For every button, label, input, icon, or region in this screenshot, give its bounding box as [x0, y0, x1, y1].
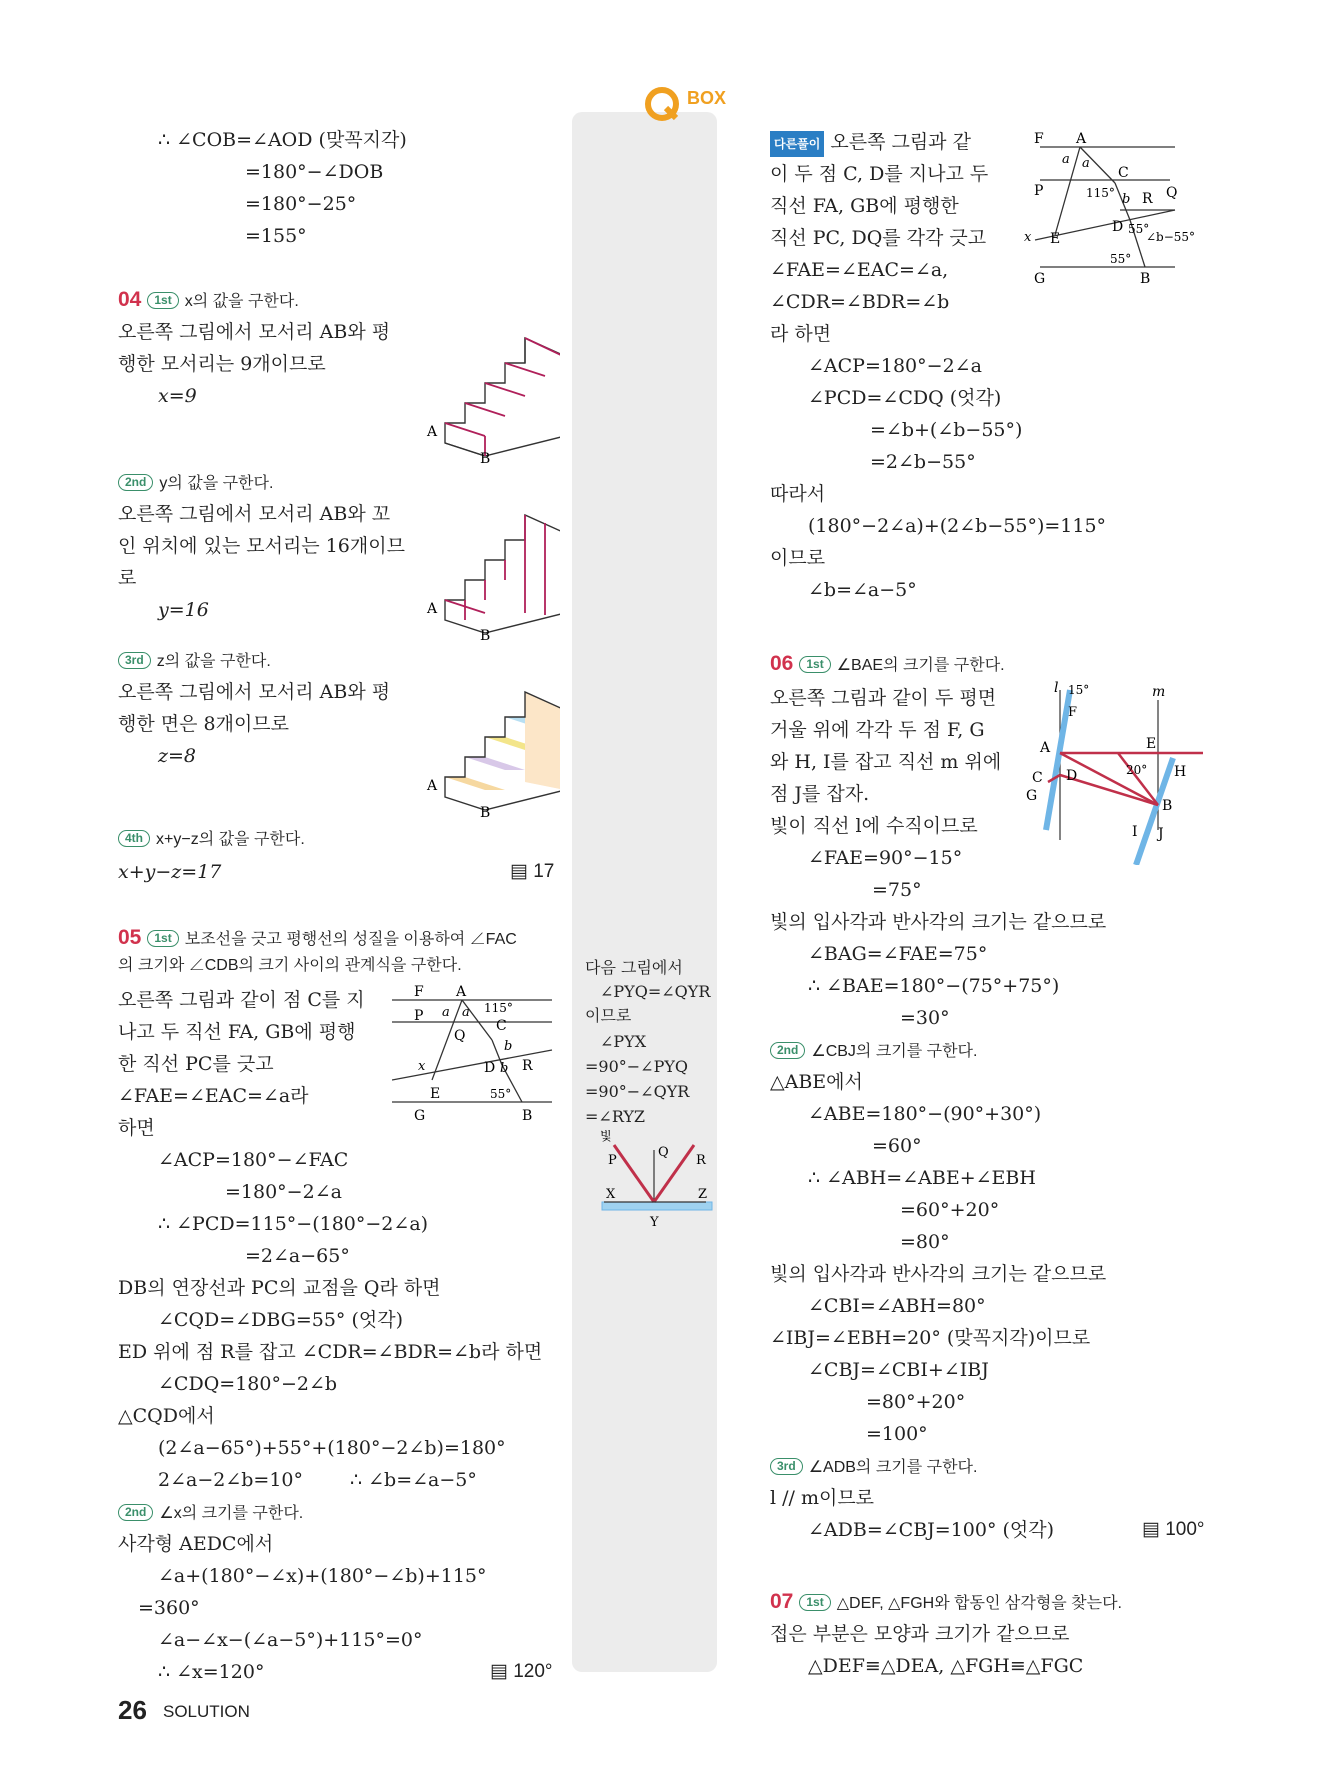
- text-line: l // m이므로: [770, 1487, 875, 1509]
- text-line: ∠BAG=∠FAE=75°: [808, 943, 988, 965]
- angle-label: a: [1082, 156, 1090, 171]
- text-line: =2∠a−65°: [245, 1245, 350, 1267]
- step-heading: △DEF, △FGH와 합동인 삼각형을 찾는다.: [836, 1595, 1123, 1612]
- point-label: A: [427, 778, 438, 794]
- step-badge: 1st: [799, 1594, 830, 1611]
- step-badge: 3rd: [770, 1458, 803, 1475]
- text-line: =80°: [900, 1231, 950, 1253]
- text-line: 오른쪽 그림에서 모서리 AB와 평: [118, 321, 391, 343]
- text-line: =180°−2∠a: [225, 1181, 342, 1203]
- text-line: ∠CBI=∠ABH=80°: [808, 1295, 986, 1317]
- text-line: =180°−∠DOB: [245, 161, 384, 183]
- text-line: 거울 위에 각각 두 점 F, G: [770, 719, 985, 741]
- point-label: Q: [454, 1028, 466, 1044]
- text-line: =∠b+(∠b−55°): [870, 419, 1023, 441]
- text-line: =2∠b−55°: [870, 451, 976, 473]
- step-badge: 3rd: [118, 652, 151, 669]
- text-line: ∠PYQ=∠QYR: [600, 982, 711, 1001]
- text-line: ED 위에 점 R를 잡고 ∠CDR=∠BDR=∠b라 하면: [118, 1341, 543, 1363]
- text-line: 와 H, I를 잡고 직선 m 위에: [770, 751, 1002, 773]
- angle-label: a: [442, 1005, 450, 1020]
- step-heading: 의 크기와 ∠CDB의 크기 사이의 관계식을 구한다.: [118, 957, 462, 974]
- text-line: =90°−∠QYR: [585, 1082, 690, 1101]
- text-line: 인 위치에 있는 모서리는 16개이므: [118, 535, 405, 557]
- step-heading: z의 값을 구한다.: [156, 653, 271, 670]
- step-badge: 4th: [118, 830, 150, 847]
- angle-label: x: [1024, 230, 1032, 245]
- text-line: =∠RYZ: [585, 1107, 646, 1126]
- text-line: ∠IBJ=∠EBH=20° (맞꼭지각)이므로: [770, 1327, 1091, 1349]
- angle-label: ∠b−55°: [1146, 230, 1196, 244]
- step-heading: y의 값을 구한다.: [159, 475, 274, 492]
- line-label: m: [1152, 684, 1166, 700]
- page-section-label: SOLUTION: [163, 1702, 250, 1721]
- text-line: 사각형 AEDC에서: [118, 1533, 274, 1555]
- text-line: 오른쪽 그림에서 모서리 AB와 평: [118, 681, 391, 703]
- text-line: 직선 FA, GB에 평행한: [770, 195, 959, 217]
- text-line: ∠CQD=∠DBG=55° (엇각): [158, 1309, 404, 1331]
- point-label: B: [480, 628, 491, 640]
- point-label: B: [1162, 798, 1173, 814]
- q-logo-icon: [642, 84, 682, 124]
- text-line: 따라서: [770, 483, 826, 505]
- angle-label: 115°: [1086, 186, 1115, 200]
- text-line: ∠CDQ=180°−2∠b: [158, 1373, 338, 1395]
- point-label: C: [1118, 165, 1129, 181]
- result-line: x+y−z=17: [118, 861, 222, 883]
- text-line: ∴ ∠PCD=115°−(180°−2∠a): [158, 1213, 429, 1235]
- step-heading: x의 값을 구한다.: [184, 293, 299, 310]
- step-badge: 1st: [147, 292, 178, 309]
- text-line: ∠ABE=180°−(90°+30°): [808, 1103, 1042, 1125]
- point-label: H: [1174, 764, 1187, 780]
- text-line: =80°+20°: [866, 1391, 966, 1413]
- text-line: 나고 두 직선 FA, GB에 평행: [118, 1021, 356, 1043]
- text-line: 빛이 직선 l에 수직이므로: [770, 815, 978, 837]
- point-label: A: [456, 984, 467, 1000]
- step-header: [118, 826, 305, 852]
- text-line: 로: [118, 567, 137, 589]
- step-header: [770, 1454, 977, 1480]
- point-label: R: [696, 1153, 706, 1168]
- text-line: (180°−2∠a)+(2∠b−55°)=115°: [808, 515, 1107, 537]
- text-line: 빛의 입사각과 반사각의 크기는 같으므로: [770, 911, 1107, 933]
- text-line: 이므로: [770, 547, 826, 569]
- text-line: △CQD에서: [118, 1405, 215, 1427]
- text-line: 빛의 입사각과 반사각의 크기는 같으므로: [770, 1263, 1107, 1285]
- text-line: ∠FAE=∠EAC=∠a,: [770, 259, 949, 281]
- angle-label: 20°: [1126, 763, 1148, 777]
- mirror-figure: [1018, 680, 1208, 865]
- point-label: X: [606, 1187, 616, 1202]
- point-label: F: [414, 984, 424, 1000]
- text-line: ∠ACP=180°−∠FAC: [158, 1149, 349, 1171]
- answer-box: [1142, 1518, 1205, 1542]
- problem-number: 07: [770, 1590, 794, 1613]
- answer-value: 17: [533, 861, 555, 882]
- point-label: P: [608, 1153, 617, 1168]
- point-label: G: [1034, 271, 1046, 285]
- text-line: △ABE에서: [770, 1071, 863, 1093]
- text-line: ∠CBJ=∠CBI+∠IBJ: [808, 1359, 989, 1381]
- point-label: P: [414, 1008, 424, 1024]
- angle-label: a: [462, 1005, 470, 1020]
- line-label: l: [1054, 680, 1059, 696]
- text-line: ∠PYX: [600, 1032, 647, 1051]
- point-label: B: [522, 1108, 533, 1124]
- angle-label: 15°: [1068, 683, 1090, 697]
- text-line: 이므로: [585, 1006, 632, 1025]
- step-heading: x+y−z의 값을 구한다.: [156, 831, 305, 848]
- angle-label: 55°: [1110, 252, 1132, 266]
- text-line: =30°: [900, 1007, 950, 1029]
- point-label: A: [1040, 740, 1051, 756]
- text-line: =100°: [866, 1423, 928, 1445]
- text-line: ∠ACP=180°−2∠a: [808, 355, 982, 377]
- point-label: G: [414, 1108, 426, 1124]
- step-header: [770, 1038, 977, 1064]
- step-header: [118, 1500, 303, 1526]
- point-label: D: [1112, 219, 1124, 235]
- point-label: C: [1032, 770, 1043, 786]
- point-label: A: [1076, 131, 1087, 147]
- angle-label: b: [500, 1061, 509, 1076]
- text-line: 오른쪽 그림과 같이 점 C를 지: [118, 989, 365, 1011]
- text-line: ∴ ∠BAE=180°−(75°+75°): [808, 975, 1060, 997]
- text-line: 오른쪽 그림과 같이 두 평면: [770, 687, 997, 709]
- text-line: ∠a+(180°−∠x)+(180°−∠b)+115°: [158, 1565, 487, 1587]
- answer-value: 120°: [513, 1661, 553, 1682]
- page-number: 26: [118, 1695, 147, 1725]
- text-line: =60°+20°: [900, 1199, 1000, 1221]
- text-line: ∴ ∠x=120°: [158, 1661, 265, 1683]
- angle-label: b: [1122, 192, 1131, 207]
- point-label: F: [1068, 705, 1078, 720]
- text-line: ∠FAE=∠EAC=∠a라: [118, 1085, 309, 1107]
- text-line: =90°−∠PYQ: [585, 1057, 689, 1076]
- text-line: =155°: [245, 225, 307, 247]
- problem-number: 06: [770, 652, 794, 675]
- text-line: ∴ ∠COB=∠AOD (맞꼭지각): [158, 129, 407, 151]
- text-line: 이 두 점 C, D를 지나고 두: [770, 163, 989, 185]
- step-header: [118, 648, 271, 674]
- text-line: 점 J를 잡자.: [770, 783, 870, 805]
- step-heading: ∠x의 크기를 구한다.: [159, 1505, 304, 1522]
- problem-06-header: [770, 652, 1005, 678]
- step-heading: ∠BAE의 크기를 구한다.: [836, 657, 1005, 674]
- step-badge: 2nd: [118, 474, 153, 491]
- angle-label: x: [418, 1059, 426, 1074]
- point-label: E: [430, 1086, 441, 1102]
- stairs-figure-3: [425, 672, 560, 817]
- text-line: ∴ ∠ABH=∠ABE+∠EBH: [808, 1167, 1036, 1189]
- step-heading: ∠ADB의 크기를 구한다.: [808, 1459, 978, 1476]
- step-badge: 2nd: [118, 1504, 153, 1521]
- text-line: 접은 부분은 모양과 크기가 같으므로: [770, 1623, 1070, 1645]
- text-line: 오른쪽 그림과 같: [830, 131, 971, 153]
- point-label: R: [522, 1058, 533, 1074]
- text-line: 직선 PC, DQ를 각각 긋고: [770, 227, 987, 249]
- result-line: y=16: [158, 599, 209, 621]
- text-line: =75°: [872, 879, 922, 901]
- point-label: C: [496, 1018, 507, 1034]
- point-label: I: [1132, 824, 1138, 840]
- alt-solution-line: [770, 130, 971, 157]
- result-line: z=8: [158, 745, 197, 767]
- point-label: D: [1066, 768, 1078, 784]
- text-line: 2∠a−2∠b=10°: [158, 1469, 304, 1491]
- answer-value: 100°: [1165, 1519, 1205, 1540]
- q-box-title: BOX: [687, 88, 727, 108]
- step-badge: 1st: [147, 930, 178, 947]
- text-line: =180°−25°: [245, 193, 357, 215]
- point-label: Z: [698, 1187, 708, 1202]
- stairs-figure-1: [425, 318, 560, 463]
- reflection-figure: [594, 1130, 716, 1230]
- point-label: B: [480, 451, 491, 463]
- problem-05-header: [118, 926, 517, 952]
- point-label: Y: [650, 1215, 659, 1230]
- point-label: Q: [1166, 185, 1178, 201]
- text-line: =60°: [872, 1135, 922, 1157]
- text-line: 다음 그림에서: [585, 958, 683, 977]
- text-line: 라 하면: [770, 323, 832, 345]
- text-line: =360°: [138, 1597, 200, 1619]
- text-line: ∠FAE=90°−15°: [808, 847, 963, 869]
- alt-solution-badge: 다른풀이: [770, 131, 824, 157]
- point-label: J: [1158, 826, 1164, 842]
- angle-label: a: [1062, 152, 1070, 167]
- text-line: ∠PCD=∠CDQ (엇각): [808, 387, 1002, 409]
- alt-parallel-figure: [1020, 125, 1210, 285]
- text-line: (2∠a−65°)+55°+(180°−2∠b)=180°: [158, 1437, 506, 1459]
- step-heading: ∠CBJ의 크기를 구한다.: [811, 1043, 978, 1060]
- answer-icon: ▤: [490, 1661, 514, 1682]
- text-line: 행한 모서리는 9개이므로: [118, 353, 326, 375]
- angle-label: 55°: [490, 1087, 512, 1101]
- angle-label: 55°: [1128, 222, 1150, 236]
- point-label: E: [1146, 736, 1157, 752]
- text-line: ∠a−∠x−(∠a−5°)+115°=0°: [158, 1629, 423, 1651]
- text-line: △DEF≡△DEA, △FGH≡△FGC: [808, 1655, 1084, 1677]
- angle-label: 115°: [484, 1001, 513, 1015]
- answer-icon: ▤: [1142, 1519, 1166, 1540]
- text-line: 오른쪽 그림에서 모서리 AB와 꼬: [118, 503, 391, 525]
- point-label: B: [480, 805, 491, 817]
- answer-box: [490, 1660, 553, 1684]
- point-label: F: [1034, 131, 1044, 147]
- problem-number: 04: [118, 288, 142, 311]
- text-line: 한 직선 PC를 긋고: [118, 1053, 274, 1075]
- point-label: E: [1050, 231, 1061, 247]
- text-line: ∴ ∠b=∠a−5°: [350, 1469, 477, 1491]
- problem-04-header: [118, 288, 299, 314]
- q-box-panel: [572, 112, 717, 1672]
- parallel-lines-figure: [392, 980, 558, 1130]
- answer-box: [510, 860, 554, 884]
- step-badge: 2nd: [770, 1042, 805, 1059]
- point-label: R: [1142, 191, 1153, 207]
- text-line: ∠b=∠a−5°: [808, 579, 917, 601]
- point-label: P: [1034, 183, 1044, 199]
- point-label: A: [427, 601, 438, 617]
- problem-number: 05: [118, 926, 142, 949]
- point-label: D: [484, 1060, 496, 1076]
- angle-label: b: [504, 1039, 513, 1054]
- step-badge: 1st: [799, 656, 830, 673]
- point-label: G: [1026, 788, 1038, 804]
- text-line: ∠ADB=∠CBJ=100° (엇각): [808, 1519, 1055, 1541]
- text-line: DB의 연장선과 PC의 교점을 Q라 하면: [118, 1277, 441, 1299]
- light-label: 빛: [600, 1130, 612, 1143]
- answer-icon: ▤: [510, 861, 534, 882]
- text-line: 행한 면은 8개이므로: [118, 713, 289, 735]
- point-label: B: [1140, 271, 1151, 285]
- text-line: 하면: [118, 1117, 155, 1139]
- result-line: x=9: [158, 385, 197, 407]
- stairs-figure-2: [425, 495, 560, 640]
- problem-07-header: [770, 1590, 1122, 1616]
- text-line: ∠CDR=∠BDR=∠b: [770, 291, 950, 313]
- step-header: [118, 470, 273, 496]
- point-label: Q: [658, 1145, 669, 1160]
- point-label: A: [427, 424, 438, 440]
- step-heading: 보조선을 긋고 평행선의 성질을 이용하여 ∠FAC: [184, 931, 517, 948]
